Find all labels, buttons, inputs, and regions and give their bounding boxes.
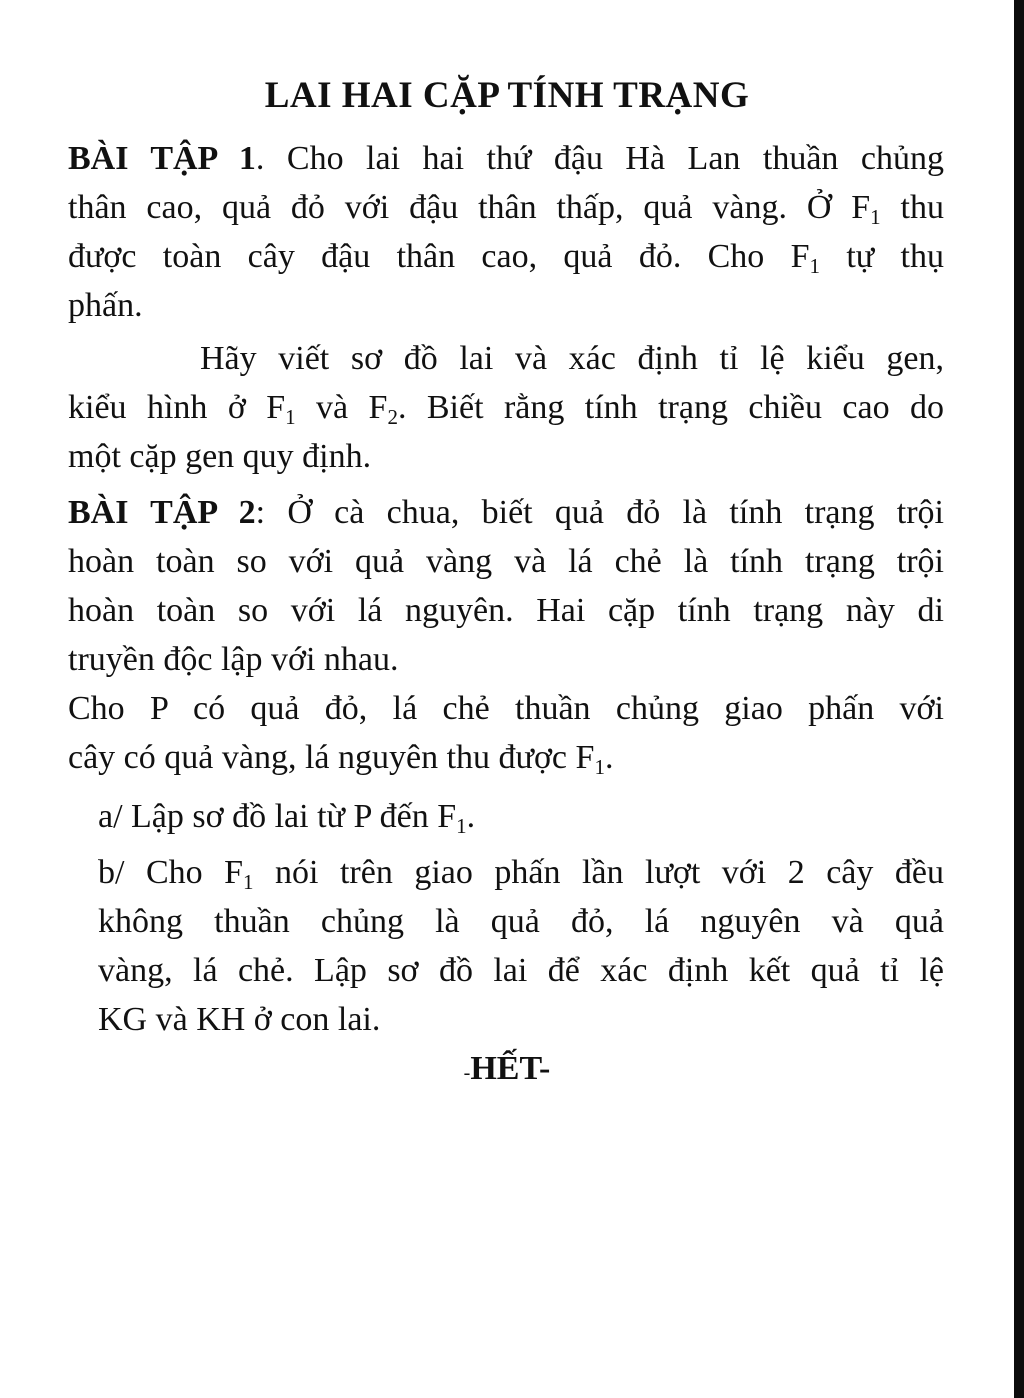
part-b-text-1b: nói trên giao phấn lần lượt với 2 cây đều <box>253 854 944 891</box>
subscript-1: 1 <box>594 755 605 779</box>
exercise-2-part-a <box>98 792 944 841</box>
end-marker <box>0 1050 1014 1088</box>
subscript-1: 1 <box>809 254 821 278</box>
page-title: LAI HAI CẶP TÍNH TRẠNG <box>264 75 750 116</box>
exercise-1-question <box>68 334 944 481</box>
subscript-1: 1 <box>285 405 296 429</box>
exercise-1-text-3b: tự thụ <box>820 238 944 275</box>
exercise-1-question-line-3: một cặp gen quy định. <box>68 438 372 475</box>
exercise-1-line-2 <box>68 183 944 232</box>
exercise-2-text-1: : Ở cà chua, biết quả đỏ là tính trạng trội <box>255 494 944 531</box>
part-b-text-1a: b/ Cho F <box>98 854 244 891</box>
exercise-1-question-text-2a: kiểu hình ở F <box>68 389 286 426</box>
exercise-2-line-3: hoàn toàn so với lá nguyên. Hai cặp tính trạng này di <box>68 592 944 629</box>
exercise-1-line-4: phấn. <box>68 287 143 324</box>
exercise-1-question-line-1: Hãy viết sơ đồ lai và xác định tỉ lệ kiểu gen, <box>200 340 944 377</box>
exercise-2-cross-line-2 <box>68 733 944 782</box>
exercise-1-question-text-2b: và F <box>295 389 388 426</box>
exercise-1-text-2b: thu <box>880 189 944 226</box>
exercise-2-part-b <box>98 848 944 1044</box>
exercise-2-cross-text-2a: cây có quả vàng, lá nguyên thu được F <box>68 739 595 776</box>
subscript-1: 1 <box>243 870 254 894</box>
exercise-1-question-line-2 <box>68 383 944 432</box>
exercise-1-statement <box>68 134 944 330</box>
part-b-line-3: vàng, lá chẻ. Lập sơ đồ lai để xác định kết quả tỉ lệ <box>98 952 944 989</box>
end-text: HẾT- <box>470 1050 551 1087</box>
exercise-1-text-3a: được toàn cây đậu thân cao, quả đỏ. Cho F <box>68 238 810 275</box>
part-a-line <box>98 792 944 841</box>
part-a-text-a: a/ Lập sơ đồ lai từ P đến F <box>98 798 457 835</box>
exercise-1-text-2a: thân cao, quả đỏ với đậu thân thấp, quả vàng. Ở F <box>68 189 871 226</box>
exercise-2-cross <box>68 684 944 782</box>
part-b-line-4: KG và KH ở con lai. <box>98 1001 381 1038</box>
exercise-1-line-3 <box>68 232 944 281</box>
exercise-2-cross-text-2b: . <box>604 739 614 776</box>
subscript-2: 2 <box>387 405 398 429</box>
exercise-2-line-2: hoàn toàn so với quả vàng và lá chẻ là tính trạng trội <box>68 543 944 580</box>
exercise-2-cross-line-1: Cho P có quả đỏ, lá chẻ thuần chủng giao phấn với <box>68 690 944 727</box>
exercise-1-question-text-2c: . Biết rằng tính trạng chiều cao do <box>397 389 945 426</box>
subscript-1: 1 <box>456 814 467 838</box>
exercise-2-statement <box>68 488 944 684</box>
exercise-1-text-1: . Cho lai hai thứ đậu Hà Lan thuần chủng <box>255 140 944 177</box>
part-b-line-1 <box>98 848 944 897</box>
exercise-1-line-1 <box>68 134 944 183</box>
part-a-text-b: . <box>466 798 476 835</box>
end-dash: - <box>463 1062 471 1084</box>
part-b-line-2: không thuần chủng là quả đỏ, lá nguyên và quả <box>98 903 944 940</box>
exercise-2-label: BÀI TẬP 2 <box>68 494 256 531</box>
exercise-1-label: BÀI TẬP 1 <box>68 140 256 177</box>
right-edge-border <box>1014 0 1024 1398</box>
exercise-2-line-1 <box>68 488 944 537</box>
exercise-2-line-4: truyền độc lập với nhau. <box>68 641 399 678</box>
subscript-1: 1 <box>870 205 881 229</box>
